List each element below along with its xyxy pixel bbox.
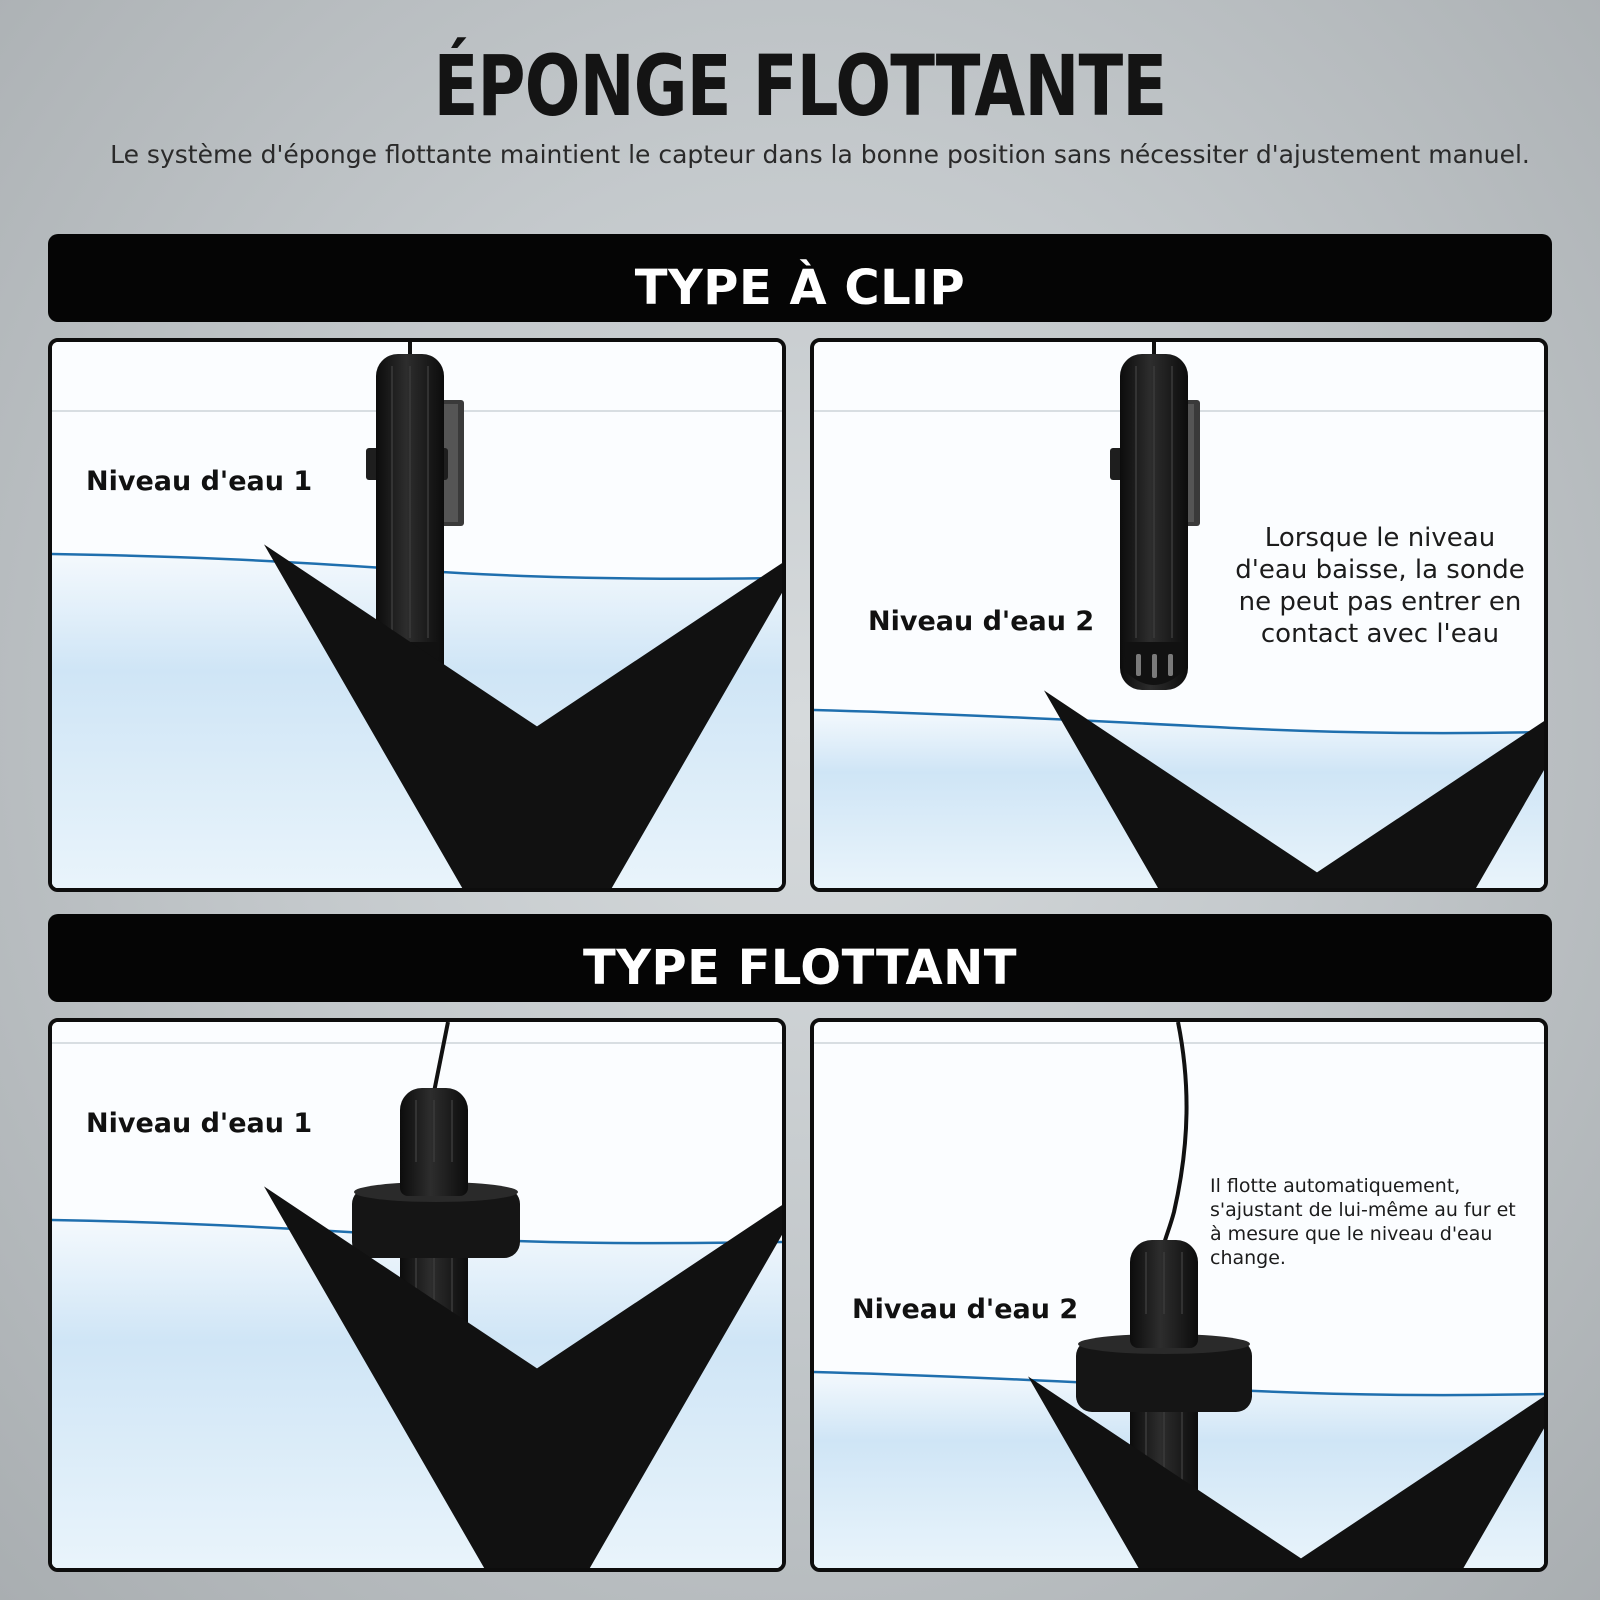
clip-limitation-description: Lorsque le niveau d'eau baisse, la sonde ne peut pas entrer en contact avec l'eau: [1235, 523, 1525, 649]
banner-floating-type: TYPE FLOTTANT: [48, 914, 1552, 1002]
panel-clip-level-2: [810, 338, 1548, 892]
down-arrow-icon: [936, 1340, 1548, 1572]
banner-clip-type: TYPE À CLIP: [48, 234, 1552, 322]
water-level-label: Niveau d'eau 2: [852, 1294, 1079, 1325]
down-arrow-icon: [172, 1150, 786, 1572]
water-level-label: Niveau d'eau 1: [86, 466, 313, 497]
water-level-label: Niveau d'eau 2: [868, 606, 1095, 637]
page-title: ÉPONGE FLOTTANTE: [433, 37, 1167, 135]
down-arrow-icon: [172, 508, 786, 892]
panel-floating-level-2: [810, 1018, 1548, 1572]
floating-description: Il flotte automatiquement, s'ajustant de lui-même au fur et à mesure que le niveau d'eau change.: [1210, 1175, 1516, 1269]
water-level-label: Niveau d'eau 1: [86, 1108, 313, 1139]
down-arrow-icon: [952, 654, 1548, 892]
panel-floating-level-1: [48, 1018, 786, 1572]
page-subtitle: Le système d'éponge flottante maintient le capteur dans la bonne position sans nécessiter d'ajustement manuel.: [110, 140, 1530, 169]
water-level-sensor-icon: [1120, 342, 1188, 690]
panel-clip-level-1: [48, 338, 786, 892]
